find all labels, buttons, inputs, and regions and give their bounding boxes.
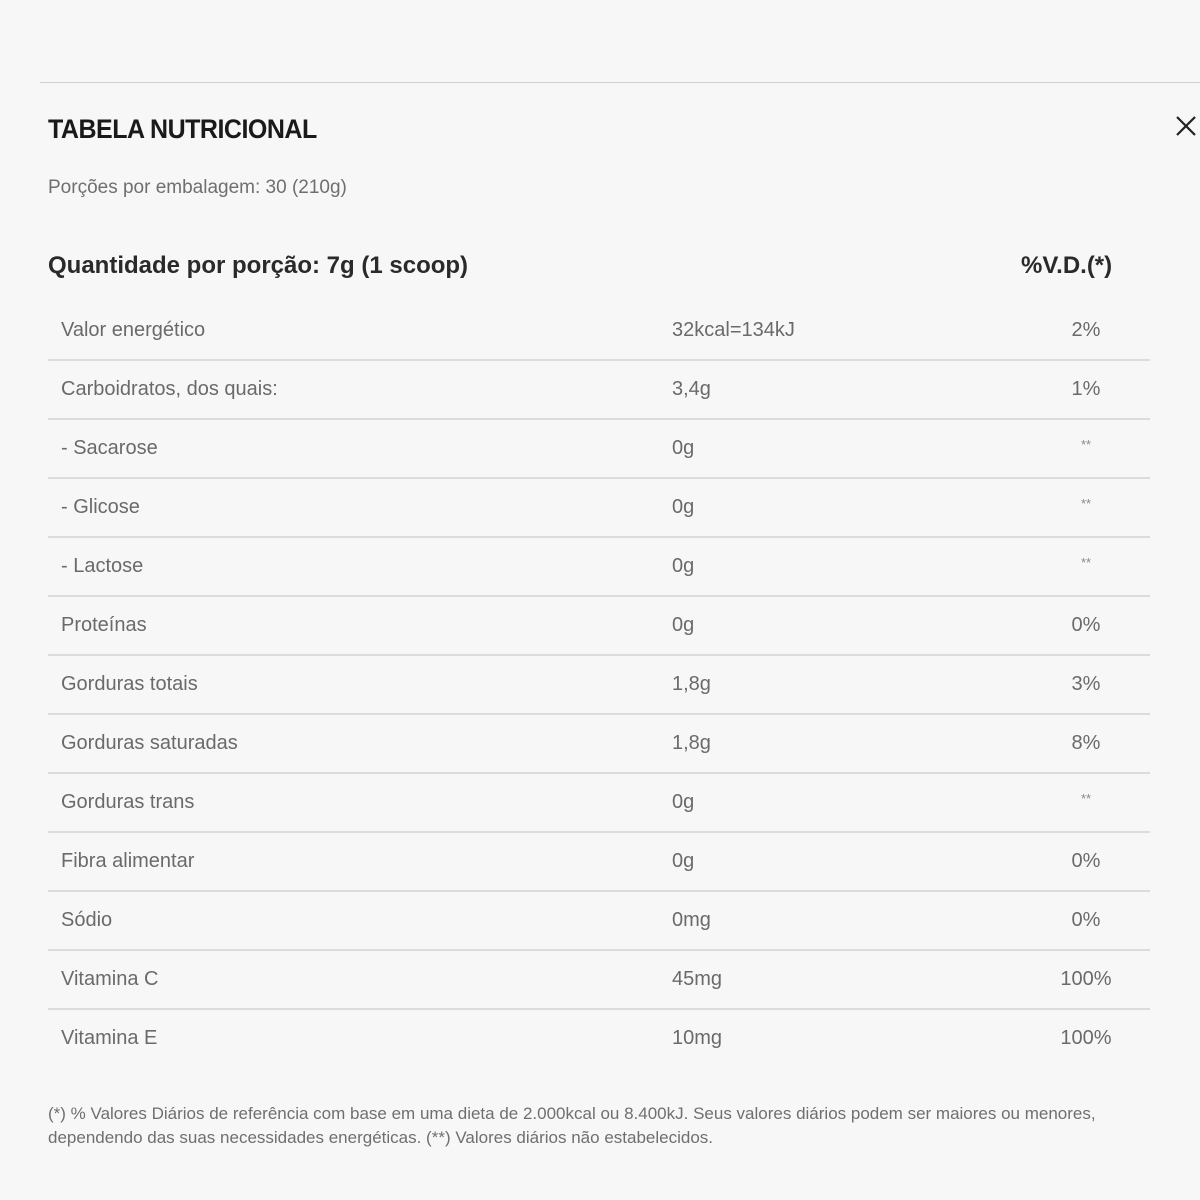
nutrient-name: - Sacarose bbox=[61, 437, 158, 459]
nutrient-name: Vitamina C bbox=[61, 968, 159, 990]
nutrient-name: Sódio bbox=[61, 909, 113, 931]
nutrient-amount: 10mg bbox=[672, 1027, 723, 1049]
table-row bbox=[48, 715, 1150, 774]
close-icon bbox=[1172, 112, 1200, 140]
nutrient-name: - Lactose bbox=[61, 555, 144, 577]
nutrient-daily-value: 100% bbox=[1060, 968, 1112, 990]
nutrient-amount: 3,4g bbox=[672, 378, 711, 400]
nutrient-amount: 0g bbox=[672, 496, 695, 518]
table-row bbox=[48, 479, 1150, 538]
nutrient-daily-value: ** bbox=[1080, 555, 1092, 570]
top-divider bbox=[40, 82, 1200, 83]
table-row bbox=[48, 361, 1150, 420]
nutrient-daily-value: 0% bbox=[1071, 850, 1101, 872]
nutrient-amount: 0g bbox=[672, 791, 695, 813]
nutrient-daily-value: 0% bbox=[1071, 909, 1101, 931]
daily-value-header: %V.D.(*) bbox=[1021, 252, 1113, 279]
nutrient-amount: 0mg bbox=[672, 909, 711, 931]
nutrient-amount: 0g bbox=[672, 850, 695, 872]
nutrient-amount: 32kcal=134kJ bbox=[672, 319, 795, 341]
nutrient-name: - Glicose bbox=[61, 496, 140, 518]
table-header bbox=[48, 252, 1150, 284]
nutrient-daily-value: ** bbox=[1080, 791, 1092, 806]
nutrient-amount: 1,8g bbox=[672, 673, 711, 695]
nutrient-name: Vitamina E bbox=[61, 1027, 158, 1049]
table-row bbox=[48, 420, 1150, 479]
nutrient-name: Fibra alimentar bbox=[61, 850, 195, 872]
nutrient-daily-value: ** bbox=[1080, 437, 1092, 452]
nutrient-name: Carboidratos, dos quais: bbox=[61, 378, 278, 400]
table-row bbox=[48, 538, 1150, 597]
nutrient-name: Gorduras trans bbox=[61, 791, 195, 813]
nutrient-daily-value: 1% bbox=[1071, 378, 1101, 400]
nutrient-amount: 0g bbox=[672, 614, 695, 636]
nutrient-daily-value: 3% bbox=[1071, 673, 1101, 695]
nutrient-daily-value: 0% bbox=[1071, 614, 1101, 636]
nutrient-daily-value: ** bbox=[1080, 496, 1092, 511]
nutrient-name: Valor energético bbox=[61, 319, 206, 341]
nutrient-name: Gorduras totais bbox=[61, 673, 198, 695]
nutrient-amount: 0g bbox=[672, 555, 695, 577]
table-row bbox=[48, 1010, 1150, 1069]
table-row bbox=[48, 597, 1150, 656]
nutrient-daily-value: 100% bbox=[1060, 1027, 1112, 1049]
nutrition-table bbox=[48, 302, 1150, 1069]
nutrient-amount: 45mg bbox=[672, 968, 723, 990]
table-row bbox=[48, 951, 1150, 1010]
table-row bbox=[48, 774, 1150, 833]
nutrient-amount: 1,8g bbox=[672, 732, 711, 754]
table-row bbox=[48, 892, 1150, 951]
nutrient-name: Gorduras saturadas bbox=[61, 732, 238, 754]
table-row bbox=[48, 833, 1150, 892]
table-row bbox=[48, 302, 1150, 361]
servings-per-package: Porções por embalagem: 30 (210g) bbox=[48, 177, 347, 198]
nutrient-daily-value: 2% bbox=[1071, 319, 1101, 341]
table-row bbox=[48, 656, 1150, 715]
nutrient-amount: 0g bbox=[672, 437, 695, 459]
serving-size-header: Quantidade por porção: 7g (1 scoop) bbox=[48, 252, 469, 279]
nutrient-name: Proteínas bbox=[61, 614, 147, 636]
footnote: (*) % Valores Diários de referência com base em uma dieta de 2.000kcal ou 8.400kJ. Seus valores diários podem ser maiores ou menores, dependendo das suas necessidades energéticas. (**) Valores diários não estabelecidos. bbox=[48, 1104, 1096, 1147]
panel-title: TABELA NUTRICIONAL bbox=[48, 114, 317, 145]
nutrient-daily-value: 8% bbox=[1071, 732, 1101, 754]
close-button[interactable] bbox=[1172, 112, 1200, 140]
